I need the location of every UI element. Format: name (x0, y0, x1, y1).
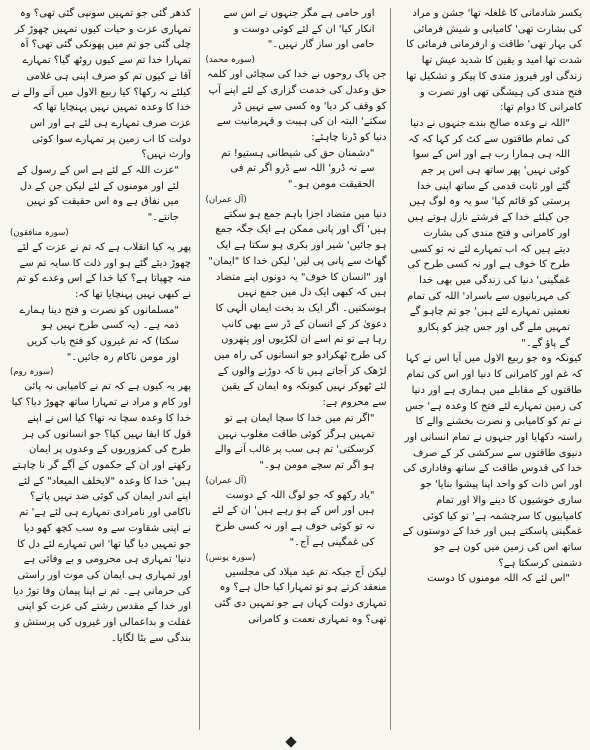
column-divider-left (199, 8, 200, 730)
paragraph: لیکن آج جبکہ تم عید میلاد کی مجلسیں منعقد کرتے ہو تو تمہارا کیا حال ہے؟ وہ تمہاری دولت کہاں ہے جو تمہیں دی گئی تھی؟ وہ تمہاری نعمت و کامرانی (214, 566, 387, 625)
quoted-verse: "عزت اللہ کے لئے ہے اس کے رسول کے لئے اور مومنوں کے لئے لیکن جن کے دل میں نفاق ہے وہ اس حقیقت کو نہیں جانتے۔" (16, 165, 179, 224)
verse-reference: (سورہ یونس) (205, 552, 256, 563)
paragraph: کیونکہ وہ جو ربیع الاول میں آیا اس نے کہا کہ غم اور کامرانی کا دنیا اور اس کی تمام طاقتوں کے مقابلے میں ہماری ہے اور دنیا کی زمین تمہارے لئے فتح کا وعدہ ہے' جس نے تم کو کامیابی و نصرت بخشنے والے کا راستہ دکھایا اور جنہوں نے تمام انسانی اور دنیوی طاقتوں سے سرکشی کر کے صرف خدا کی قدوس طاقت کے ساتھ وفاداری کی اور اس ذات کو واحد اپنا پیشوا بنایا' جو ساری خوشیوں کا دینے والا اور تمام کامیابیوں کا سرچشمہ ہے' تو کیا کوئی غمگینی پاسکتے ہیں اور خدا کے دوستوں کے ساتھ اس کی زمین میں کون ہے جو دشمنی کرسکتا ہے؟ (402, 353, 582, 569)
verse-reference: (آل عمران) (205, 475, 247, 486)
quoted-verse: "مسلمانوں کو نصرت و فتح دینا ہمارے ذمہ ہے۔ (یہ کسی طرح نہیں ہو سکتا) کہ تم غیروں کو فتح یاب کریں اور مومن ناکام رہ جائیں۔" (19, 304, 179, 363)
paragraph: کدھر گئی جو تمہیں سونپی گئی تھی؟ وہ تمہاری عزت و حیات کیوں تمہیں چھوڑ کر چلی گئی جو تم میں پھونکی گئی تھی؟ آہ تمہارا خدا تم سے کیوں روٹھ گیا؟ تمہارے آقا نے کیوں تم کو صرف اپنی ہی غلامی کیلئے نہ رکھا؟ کیا ربیع الاول میں آنے والے نے خدا کا وعدہ تمہیں نہیں پہنچایا تھا کہ عزت صرف تمہارے ہی لئے ہے اور اس دولت کا اب زمین پر تمہارے سوا کوئی وارث نہیں؟ (11, 8, 191, 161)
quoted-verse: "یاد رکھو کہ جو لوگ اللہ کے دوست ہیں اور اس کے ہو رہے ہیں' ان کے لئے نہ تو کوئی خوف ہے اور نہ کسی طرح کی غمگینی ہے آج۔" (211, 489, 375, 548)
verse-reference: (سورہ محمد) (205, 55, 255, 66)
paragraph: پھر یہ کیوں ہے کہ تم نے کامیابی نہ پائی اور کام و مراد نے تمہارا ساتھ چھوڑ دیا؟ کیا خدا کا وعدہ سچا نہ تھا؟ کیا اس نے اپنے قول کا ایفا نہیں کیا؟ جو انسانوں کی ہر طرح کی کمزوریوں کے وعدوں پر ایمان رکھتے اور ان کے حکموں کے آگے گر نا چاہتے ہیں' خدا کا وعدہ "لایخلف المیعاد" کے لئے اپنے اندر ایمان کی کوئی ضد نہیں پاتے؟ ناکامی اور نامرادی تمہارے ہی لئے ہے' تم نے اپنی شقاوت سے وہ سب کچھ کھو دیا جو تمہیں دیا گیا تھا' اس تمہارے لئے دل کا دنیا' تمہاری ہی محرومی و بے وفائی ہے اور تمہاری ہی ایمان کی موت اور راستی کی حرمانی ہے۔ تم نے اپنا پیمان وفا توڑ دیا اور خدا کے مقدس رشتے کی عزت کو اپنی غفلت و بداعمالی اور غیروں کی پرستش و بندگی سے بٹا لگایا۔ (11, 381, 191, 644)
verse-reference: (سورہ منافقون) (10, 227, 69, 238)
paragraph: دنیا میں متضاد اجزا باہم جمع ہو سکتے ہیں' آگ اور پانی ممکن ہے ایک جگہ جمع ہو جائیں' شیر اور بکری ہو سکتا ہے ایک گھاٹ سے پانی پی لیں' لیکن خدا کا "ایمان" اور "انسان کا خوف" یہ دونوں اپنے متضاد ہیں کہ کبھی ایک دل میں جمع نہیں ہوسکتیں۔ اگر ایک بد بخت ایمان الٰہی کا دعویٰ کر کے انسان کے ڈر سے بھی کانپ رہا ہے تو تم اسے ان لکڑیوں اور پتھروں کی طرح ٹھکرادو جو انسانوں کی راہ میں لڑھک کر آجاتے ہیں تا کہ دوڑنے والوں کے لئے ٹھوکر نہیں کیونکہ وہ ایمان کے یقین سے محروم ہے: (208, 208, 387, 409)
column-right (401, 6, 582, 734)
paragraph: یکسر شادمانی کا غلغلہ تھا' جشن و مراد کی بشارت تھی' کامیابی و شیش فرمائی کی بہار تھی' طاقت و ارفرمانی فرمائی کا شدت تھا امید و یقین کا شدید عیش تھا زندگی اور فیروز مندی کا پیکر و تشکیل تھا فتح مندی کی ہیشگی تھی اور نصرت و کامرانی کا دوام تھا: (406, 8, 582, 114)
paragraph: پھر یہ کیا انقلاب ہے کہ تم نے عزت کے لئے چھوڑ دیئے گئے ہو اور ذلت کا سایہ تم سے منہ چھپاتا ہے؟ کیا خدا کے اس وعدے کو تم نے کبھی نہیں پہنچایا تھا کہ: (16, 241, 191, 300)
quoted-verse: اور حامی ہے مگر جنہوں نے اس سے انکار کیا' ان کے لئے کوئی دوست و حامی اور ساز گار نہیں۔" (223, 8, 375, 51)
text-columns (10, 6, 582, 734)
quoted-verse: "اس لئے کہ اللہ مومنوں کا دوست (427, 573, 570, 585)
column-left (10, 6, 191, 734)
verse-reference: (سورہ روم) (10, 367, 54, 378)
quoted-verse: "اللہ نے وعدہ صالح بندے جنہوں نے دنیا کی تمام طاقتوں سے کٹ کر کہا کہ کہ اللہ ہی ہمارا رب ہے اور اس کے سوا کوئی نہیں' پھر ساتھ ہی اس پر جم گئے اور ثابت قدمی کے ساتھ اپنی خدا پرستی کو قائم کیا' سو یہ وہ لوگ ہیں جن کیلئے خدا کے فرشتے نازل ہوتے ہیں اور کامرانی و فتح مندی کی بشارت دیتے ہیں کہ اب تمہارے لئے نہ تو کسی طرح کا خوف ہے اور نہ کسی طرح کی غمگینی' دنیا کی زندگی میں بھی خدا کی مہربانیوں سے باسراد' اللہ کی تمام نعمتیں تمہارے لئے ہیں' جو تم چاہو گے تمہیں ملے گی اور جس چیز کو پکارو گے پاؤ گے۔" (407, 117, 570, 349)
column-middle (206, 6, 387, 734)
quoted-verse: "اگر تم میں خدا کا سچا ایمان ہے تو تمہیں ہرگز کوئی طاقت مغلوب نہیں کرسکتی' تم ہی سب پر غالب آنے والے ہو اگر تم سچے مومن ہو۔" (214, 412, 375, 471)
paragraph: جن پاک روحوں نے خدا کی سچائی اور کلمہ حق وعدل کی خدمت گزاری کے لئے اپنے آپ کو وقف کر دیا' وہ کسی سے نہیں ڈر سکتے' البتہ ان کی ہیبت و قہرمانیت سے دنیا کو ڈرنا چاہئے: (207, 69, 387, 143)
verse-reference: (آل عمران) (205, 194, 247, 205)
column-divider-right (390, 8, 391, 730)
page-end-diamond-icon (285, 736, 296, 747)
quoted-verse: "دشمنان حق کی شیطانی ہستیو! تم سے نہ ڈرو' اللہ سے ڈرو اگر تم فی الحقیقت مومن ہو۔" (221, 147, 375, 191)
